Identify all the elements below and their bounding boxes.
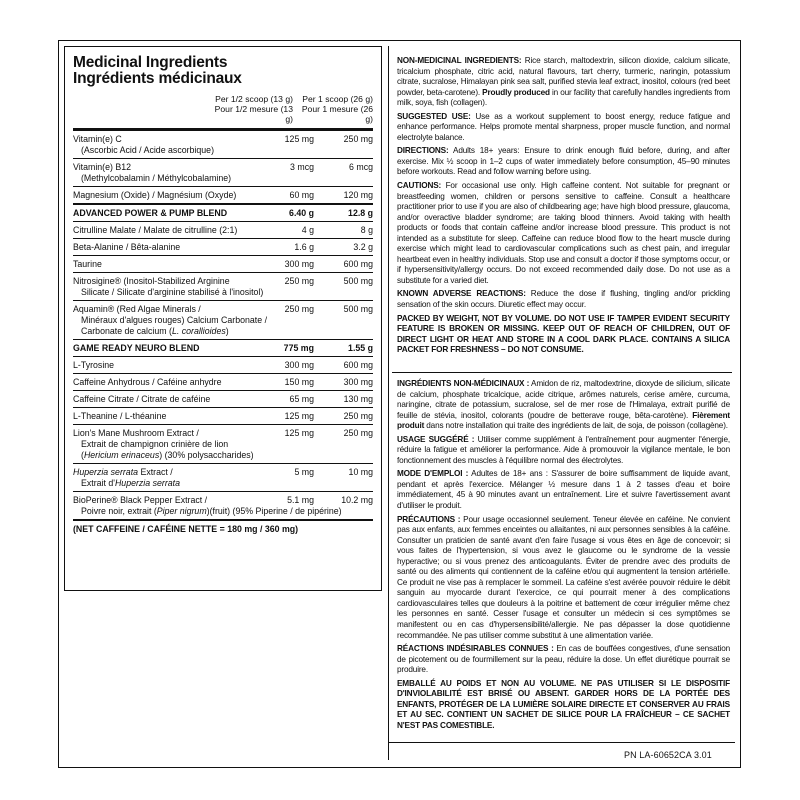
blend-row: ADVANCED POWER & PUMP BLEND 6.40 g 12.8 g	[73, 205, 373, 222]
nonmedicinal-fr: INGRÉDIENTS NON-MÉDICINAUX : Amidon de riz, maltodextrine, dioxyde de silicium, silicate de calcium, phosphate tricalcique, acide citrique, arômes naturels, cerise amère, curcuma, naringine, citrate de potassium, sucralose, sel de mer rose de l'Himalaya, extrait purifié de feuille de stévia, inositol, colorants (poudre de betterave rouge, bêta-carotène). Fièrement produit dans notre installation qui traite des ingrédients de lait, de soja, de poisson (collagène).	[397, 379, 731, 431]
cautions-en: CAUTIONS: For occasional use only. High caffeine content. Not suitable for pregnant or breastfeeding women, children or persons sensitive to caffeine. Consult a healthcare practitioner prior to use if you are also of childbearing age; have high blood pressure, glaucoma, and/or overactive bladder syndrome; are taking blood thinners. Avoid taking with health products or foods that contain caffeine and/or increase blood pressure. This product is not intended as a substitute for sleep. Caffeine can reduce blood flow to the heart muscle during exercise which might lead to cardiovascular complications such as chest pain, and irregular heartbeat even in healthy individuals. Stop use and consult a doctor if those symptoms occur, or if hypersensitivity/allergy occurs. Do not exceed recommended daily dose. Do not use as a substitute for a varied diet.	[397, 181, 730, 285]
suggested-use-fr: USAGE SUGGÉRÉ : Utiliser comme supplément à l'entraînement pour augmenter l'énergie, réduire la fatigue et améliorer la performance. Aide à promouvoir la vigilance mentale, le bon fonctionnement des muscles à l'équilibre normal des électrolytes.	[397, 434, 730, 465]
adverse-fr: RÉACTIONS INDÉSIRABLES CONNUES : En cas de bouffées congestives, d'une sensation de picotement ou de fourmillement sur la peau, réduire la dose. Un effet diurétique pourrait se produire.	[397, 644, 730, 675]
english-text	[397, 56, 730, 359]
table-row: BioPerine® Black Pepper Extract / Poivre noir, extrait (Piper nigrum)(fruit) (95% Piperine / de pipérine) 5.1 mg 10.2 mg	[73, 492, 373, 521]
col2-header: Per 1 scoop (26 g) Pour 1 mesure (26 g)	[301, 94, 373, 124]
col1-header: Per 1/2 scoop (13 g) Pour 1/2 mesure (13 g)	[214, 94, 293, 124]
medicinal-ingredients-panel	[64, 46, 382, 591]
table-row: Vitamin(e) C (Ascorbic Acid / Acide ascorbique) 125 mg 250 mg	[73, 131, 373, 159]
packed-fr: EMBALLÉ AU POIDS ET NON AU VOLUME. NE PAS UTILISER SI LE DISPOSITIF D'INVIOLABILITÉ EST BRISÉ OU ABSENT. GARDER HORS DE LA PORTÉE DES ENFANTS, PROTÉGER DE LA LUMIÈRE SOLAIRE DIRECTE ET CONSERVER AU FRAIS ET AU SEC. CONTIENT UN SACHET DE SILICE POUR LA FRAÎCHEUR – CE SACHET N'EST PAS COMESTIBLE.	[397, 678, 730, 730]
directions-fr: MODE D'EMPLOI : Adultes de 18+ ans : S'assurer de boire suffisamment de liquide avant, pendant et après l'exercice. Mélanger ½ mesure dans 1 à 2 tasses d'eau et boire immédiatement, 45 à 90 minutes avant un entraînement. Lire et suivre l'avertissement avant d'utiliser le produit.	[397, 469, 731, 511]
section-divider	[392, 372, 732, 373]
table-row: Aquamin® (Red Algae Minerals / Minéraux d'algues rouges) Calcium Carbonate / Carbonate de calcium (L. corallioides) 250 mg 500 mg	[73, 301, 373, 340]
table-row: L-Tyrosine 300 mg 600 mg	[73, 357, 373, 374]
directions-en: DIRECTIONS: Adults 18+ years: Ensure to drink enough fluid before, during, and after exercise. Mix ½ scoop in 1–2 cups of water immediately before consumption, 45–90 minutes before workouts. Read and follow warning before using.	[397, 146, 730, 177]
part-number: PN LA-60652CA 3.01	[624, 750, 712, 760]
title-fr: Ingrédients médicinaux	[73, 70, 242, 87]
column-header	[73, 94, 373, 131]
table-row: Huperzia serrata Extract / Extrait d'Huperzia serrata 5 mg 10 mg	[73, 464, 373, 492]
table-row: Taurine 300 mg 600 mg	[73, 256, 373, 273]
table-row: Citrulline Malate / Malate de citrulline (2:1) 4 g 8 g	[73, 222, 373, 239]
suggested-use-en: SUGGESTED USE: Use as a workout supplement to boost energy, reduce fatigue and enhance performance. Helps promote mental sharpness, proper muscle function, and normal electrolyte balance.	[397, 111, 730, 142]
nonmedicinal-en: NON-MEDICINAL INGREDIENTS: Rice starch, maltodextrin, silicon dioxide, calcium silicate, tricalcium phosphate, citric acid, natural flavours, tart cherry, turmeric, naringin, potassium citrate, sucralose, Himalayan pink sea salt, purified stevia leaf extract, inositol, colours (red beet powder, beta-carotene). Proudly produced in our facility that carefully handles ingredients from milk, soya, fish (collagen).	[397, 56, 730, 108]
table-row: Caffeine Citrate / Citrate de caféine 65 mg 130 mg	[73, 391, 373, 408]
french-text	[397, 379, 730, 735]
table-row: Vitamin(e) B12 (Methylcobalamin / Méthylcobalamine) 3 mcg 6 mcg	[73, 159, 373, 187]
blend-row: GAME READY NEURO BLEND 775 mg 1.55 g	[73, 340, 373, 357]
table-row: L-Theanine / L-théanine 125 mg 250 mg	[73, 408, 373, 425]
table-row: Caffeine Anhydrous / Caféine anhydre 150 mg 300 mg	[73, 374, 373, 391]
packed-en: PACKED BY WEIGHT, NOT BY VOLUME. DO NOT USE IF TAMPER EVIDENT SECURITY FEATURE IS BROKEN OR MISSING. KEEP OUT OF REACH OF CHILDREN, OUT OF DIRECT LIGHT OR HEAT AND STORE IN A COOL DARK PLACE. CONTAINS A SILICA PACKET FOR FRESHNESS – DO NOT CONSUME.	[397, 313, 730, 355]
title-en: Medicinal Ingredients	[73, 54, 228, 71]
table-row: Nitrosigine® (Inositol-Stabilized Arginine Silicate / Silicate d'arginine stabilisé à l'inositol) 250 mg 500 mg	[73, 273, 373, 301]
cautions-fr: PRÉCAUTIONS : Pour usage occasionnel seulement. Teneur élevée en caféine. Ne convient pas aux enfants, aux femmes enceintes ou allaitantes, ni aux personnes sensibles à la caféine. Consulter un praticien de santé avant d'en faire l'usage si vous êtes en âge de concevoir; si vous faites de l'hypertension, si vous avez le glaucome ou le syndrome de la vessie hyperactive; ou si vous prenez des anticoagulants. Éviter de prendre avec des produits de santé ou des aliments qui contiennent de la caféine et/ou qui augmentent la tension artérielle. Ce produit ne vise pas à remplacer le sommeil. La caféine s'est avérée pouvoir réduire le débit sanguin au myocarde durant l'exercice, ce qui pourrait mener à des complications cardiovasculaires telles que douleurs à la poitrine et battement de cœur irrégulier même chez les personnes en santé. Cesser l'usage et consulter un médecin si ces symptômes se manifestent ou en cas d'hypersensibilité/allergie. Ne pas dépasser la dose quotidienne recommandée. Ne pas utiliser comme substitut à une alimentation variée.	[397, 514, 730, 640]
net-caffeine: (NET CAFFEINE / CAFÉINE NETTE = 180 mg / 360 mg)	[73, 524, 299, 534]
table-row: Lion's Mane Mushroom Extract / Extrait de champignon crinière de lion (Hericium erinaceus) (30% polysaccharides) 125 mg 250 mg	[73, 425, 373, 464]
footer-divider	[388, 742, 735, 743]
table-row: Beta-Alanine / Bêta-alanine 1.6 g 3.2 g	[73, 239, 373, 256]
table-row: Magnesium (Oxide) / Magnésium (Oxyde) 60 mg 120 mg	[73, 187, 373, 205]
adverse-en: KNOWN ADVERSE REACTIONS: Reduce the dose if flushing, tingling and/or prickling sensation of the skin occurs. Diuretic effect may occur.	[397, 289, 730, 310]
